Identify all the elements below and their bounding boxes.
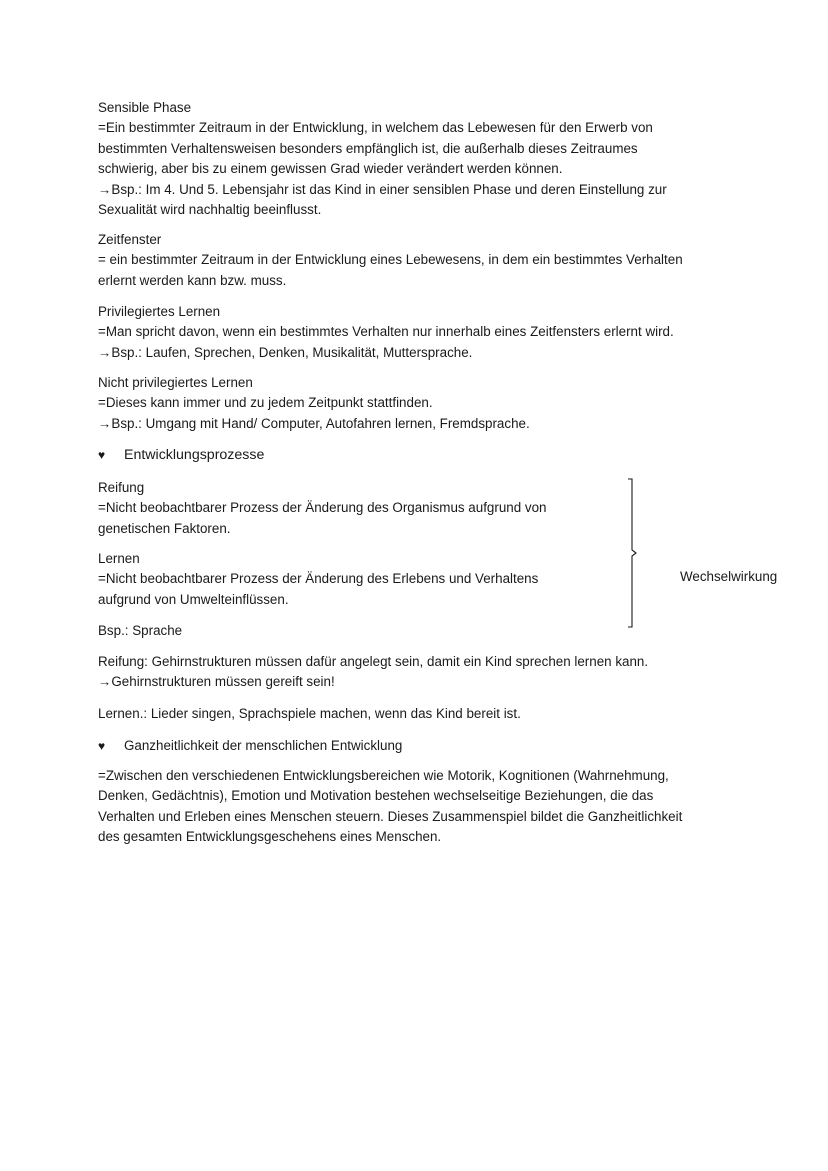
section-title: Zeitfenster: [98, 232, 162, 247]
section-title: Lernen: [98, 551, 140, 566]
bullet-heading-title: Ganzheitlichkeit der menschlichen Entwicklung: [124, 738, 403, 753]
section-text-line: =Man spricht davon, wenn ein bestimmtes Verhalten nur innerhalb eines Zeitfensters erlernt wird.: [98, 324, 674, 340]
section-ganzheitlichkeit-text: [98, 766, 738, 848]
section-title: Nicht privilegiertes Lernen: [98, 375, 253, 390]
section-text-line: schwierig, aber bis zu einem gewissen Grad wieder verändert werden können.: [98, 161, 563, 177]
section-text-line: bestimmten Verhaltensweisen besonders empfänglich ist, die außerhalb dieses Zeitraumes: [98, 140, 638, 156]
example-title: Bsp.: Sprache: [98, 623, 183, 638]
section-title: Reifung: [98, 480, 145, 495]
section-text-line: Sexualität wird nachhaltig beeinflusst.: [98, 202, 322, 218]
section-title: Privilegiertes Lernen: [98, 304, 221, 319]
curly-bracket-icon: [626, 478, 640, 628]
section-text-line: =Nicht beobachtbarer Prozess der Änderung des Organismus aufgrund von: [98, 500, 547, 516]
example-sprache: [98, 621, 738, 641]
section-reifung: [98, 478, 738, 539]
example-text-line: →Gehirnstrukturen müssen gereift sein!: [98, 674, 335, 690]
section-text-line: erlernt werden kann bzw. muss.: [98, 272, 287, 288]
section-zeitfenster: [98, 230, 738, 291]
section-text-line: →Bsp.: Umgang mit Hand/ Computer, Autofahren lernen, Fremdsprache.: [98, 415, 530, 431]
bullet-heading-ganzheitlichkeit: [98, 736, 402, 756]
section-text-line: Denken, Gedächtnis), Emotion und Motivation bestehen wechselseitige Beziehungen, die das: [98, 788, 654, 804]
section-title: Sensible Phase: [98, 100, 192, 115]
example-reifung: [98, 652, 738, 693]
section-text-line: →Bsp.: Laufen, Sprechen, Denken, Musikalität, Muttersprache.: [98, 344, 473, 360]
section-nicht-privilegiertes-lernen: [98, 373, 738, 434]
heart-bullet-icon: ♥: [98, 448, 106, 462]
section-text-line: genetischen Faktoren.: [98, 520, 231, 536]
bullet-heading-entwicklungsprozesse: [98, 445, 264, 465]
section-privilegiertes-lernen: [98, 302, 738, 363]
bullet-heading-title: Entwicklungsprozesse: [124, 447, 265, 463]
section-text-line: aufgrund von Umwelteinflüssen.: [98, 591, 289, 607]
example-text-line: Reifung: Gehirnstrukturen müssen dafür angelegt sein, damit ein Kind sprechen lernen kann.: [98, 654, 649, 669]
example-text-line: Lernen.: Lieder singen, Sprachspiele machen, wenn das Kind bereit ist.: [98, 706, 521, 721]
section-text-line: =Dieses kann immer und zu jedem Zeitpunkt stattfinden.: [98, 395, 433, 411]
section-text-line: =Zwischen den verschiedenen Entwicklungsbereichen wie Motorik, Kognitionen (Wahrnehmung,: [98, 768, 669, 783]
example-lernen: [98, 704, 738, 724]
section-text-line: = ein bestimmter Zeitraum in der Entwicklung eines Lebewesens, in dem ein bestimmtes Verhalten: [98, 252, 683, 268]
section-text-line: Verhalten und Erleben eines Menschen steuern. Dieses Zusammenspiel bildet die Ganzheitlichkeit: [98, 808, 683, 824]
section-text-line: =Nicht beobachtbarer Prozess der Änderung des Erlebens und Verhaltens: [98, 571, 539, 587]
heart-bullet-icon: ♥: [98, 739, 106, 753]
section-sensible-phase: [98, 98, 738, 220]
section-text-line: des gesamten Entwicklungsgeschehens eines Menschen.: [98, 829, 442, 845]
wechselwirkung-label: Wechselwirkung: [680, 569, 778, 584]
section-lernen: [98, 549, 738, 610]
section-text-line: →Bsp.: Im 4. Und 5. Lebensjahr ist das Kind in einer sensiblen Phase und deren Einstellung zur: [98, 181, 667, 197]
section-text-line: =Ein bestimmter Zeitraum in der Entwicklung, in welchem das Lebewesen für den Erwerb von: [98, 120, 653, 136]
